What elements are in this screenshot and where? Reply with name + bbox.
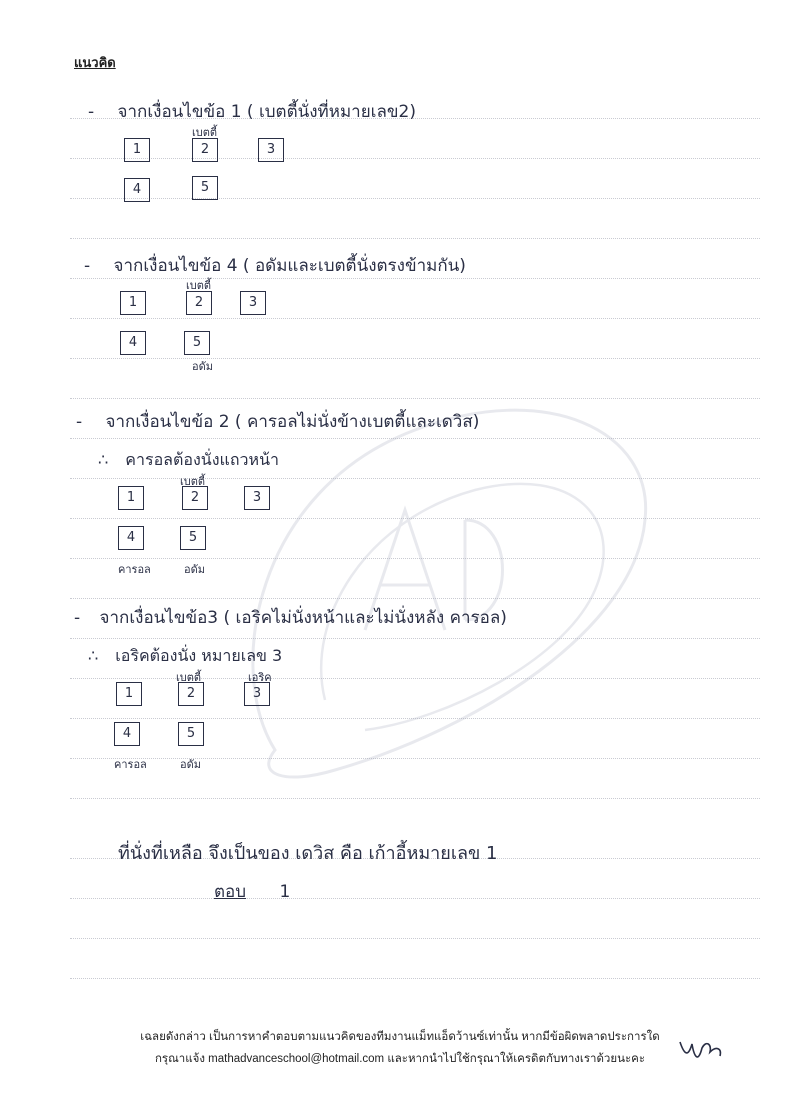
seat-3: 3 [258,138,284,162]
step-4-therefore-text: เอริคต้องนั่ง หมายเลข 3 [115,646,283,665]
step-3-therefore [98,448,279,473]
label-betty: เบตตี้ [192,126,218,139]
seat-4: 4 [124,178,150,202]
seat-2: 2 [192,138,218,162]
label-eric: เอริค [248,671,272,684]
label-betty: เบตตี้ [176,671,202,684]
seat-3: 3 [244,486,270,510]
seat-5: 5 [192,176,218,200]
footer-disclaimer: เฉลยดังกล่าว เป็นการหาคำตอบตามแนวคิดของทีมงานแม็ทแอ็ดว้านซ์เท่านั้น หากมีข้อผิดพลาดประการใด [140,1031,660,1043]
seat-3: 3 [240,291,266,315]
label-betty: เบตตี้ [180,475,206,488]
ruled-line [70,938,760,939]
ruled-line [70,318,760,319]
seat-1: 1 [120,291,146,315]
seat-1: 1 [124,138,150,162]
ruled-line [70,978,760,979]
seat-5: 5 [178,722,204,746]
step-3-text: จากเงื่อนไขข้อ 2 ( คารอลไม่นั่งข้างเบตตี้และเดวิส) [105,412,480,432]
label-betty: เบตตี้ [186,279,212,292]
seat-2: 2 [182,486,208,510]
seat-3: 3 [244,682,270,706]
label-adam: อดัม [192,360,214,373]
signature-icon [676,1034,726,1068]
seat-4: 4 [114,722,140,746]
answer-label: ตอบ [214,882,247,902]
ruled-line [70,898,760,899]
step-4-text: จากเงื่อนไขข้อ3 ( เอริคไม่นั่งหน้าและไม่นั่งหลัง คารอล) [99,608,507,628]
page-heading: แนวคิด [74,56,116,71]
step-4-condition [74,604,507,631]
bullet-dash: - [88,102,95,122]
bullet-dash: - [76,412,83,432]
label-adam: อดัม [184,563,206,576]
ruled-line [70,158,760,159]
step-4-therefore [88,644,282,669]
seat-4: 4 [118,526,144,550]
answer-line [214,878,290,905]
seat-2: 2 [178,682,204,706]
step-3-therefore-text: คารอลต้องนั่งแถวหน้า [125,450,279,469]
footer-contact: กรุณาแจ้ง mathadvanceschool@hotmail.com และหากนำไปใช้กรุณาให้เครดิตกับทางเราด้วยนะคะ [154,1053,646,1065]
answer-value: 1 [279,882,291,902]
step-1-text: จากเงื่อนไขข้อ 1 ( เบตตี้นั่งที่หมายเลข2) [117,102,416,122]
bullet-dash: - [84,256,91,276]
seat-2: 2 [186,291,212,315]
conclusion-text: ที่นั่งที่เหลือ จึงเป็นของ เดวิส คือ เก้าอี้หมายเลข 1 [118,843,498,864]
ruled-line [70,198,760,199]
therefore-symbol: ∴ [98,450,109,469]
seat-1: 1 [118,486,144,510]
label-carol: คารอล [118,563,151,576]
bullet-dash: - [74,608,81,628]
seat-1: 1 [116,682,142,706]
step-2-text: จากเงื่อนไขข้อ 4 ( อดัมและเบตตี้นั่งตรงข้ามกัน) [113,256,466,276]
seat-5: 5 [184,331,210,355]
step-3-condition [76,408,479,435]
step-2-condition [84,252,466,279]
step-1-condition [88,98,416,125]
label-adam: อดัม [180,758,202,771]
ruled-line [70,238,760,239]
seat-5: 5 [180,526,206,550]
ruled-line [70,358,760,359]
label-carol: คารอล [114,758,147,771]
seat-4: 4 [120,331,146,355]
therefore-symbol: ∴ [88,646,99,665]
